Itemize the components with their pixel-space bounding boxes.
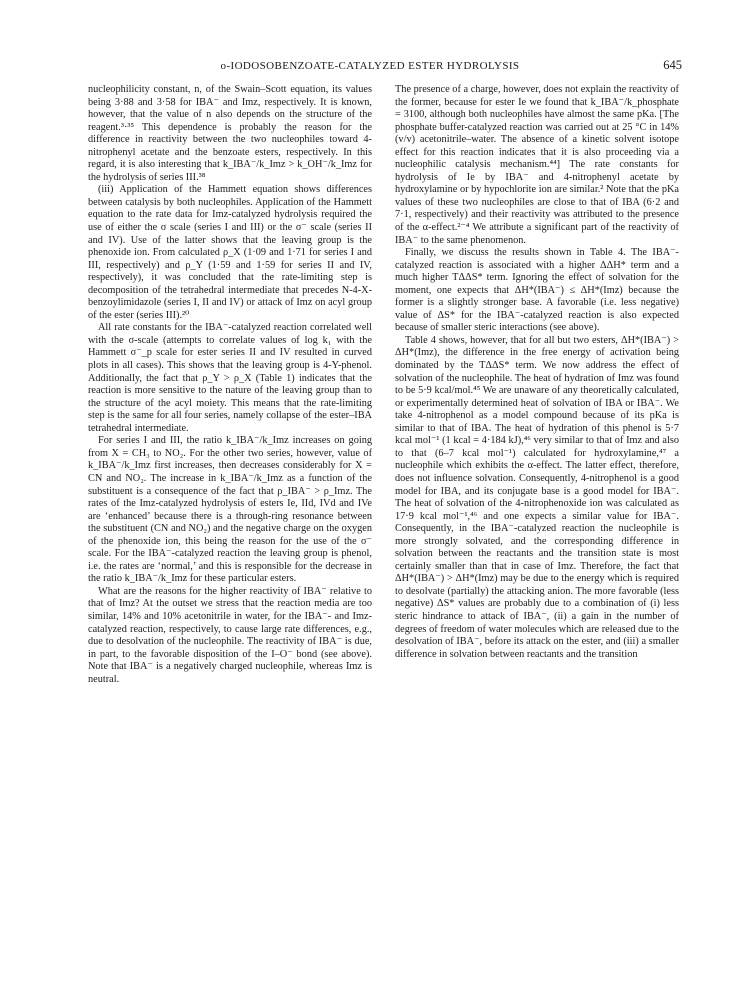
running-title: o-IODOSOBENZOATE-CATALYZED ESTER HYDROLYSIS (220, 60, 520, 72)
paragraph: Finally, we discuss the results shown in Table 4. The IBA⁻-catalyzed reaction is associated with a higher ΔΔH* term and a much higher TΔΔS* term. Ignoring the effect of solvation for the moment, one expects that ΔH*(IBA⁻) ≤ ΔH*(Imz) because the former is a slightly stronger base. A favorable (i.e. less negative) value of ΔS* for the IBA⁻-catalyzed reaction is also expected because of smaller steric interactions (see above). (395, 247, 679, 334)
paragraph: What are the reasons for the higher reactivity of IBA⁻ relative to that of Imz? At the outset we stress that the reaction media are too similar, 14% and 10% acetonitrile in water, for the IBA⁻- and Imz-catalyzed reaction, respectively, to cause large rate differences, e.g., due to desolvation of the nucleophile. The reactivity of IBA⁻ is due, in part, to the favorable disposition of the I–O⁻ bond (see above). Note that IBA⁻ is a negatively charged nucleophile, whereas Imz is neutral. (88, 585, 372, 685)
paragraph: All rate constants for the IBA⁻-catalyzed reaction correlated well with the σ-scale (attempts to correlate values of log k₁ with the Hammett σ⁻_p scale for ester series II and IV resulted in curved plots in all cases). This shows that the leaving group is 4-Y-phenol. Additionally, the fact that ρ_Y > ρ_X (Table 1) indicates that the reaction is more sensitive to the nature of the leaving group than to the structure of the acyl moiety. This means that the rate-limiting step is the same for all four series, namely collapse of the ester–IBA tetrahedral intermediate. (88, 322, 372, 434)
paragraph: For series I and III, the ratio k_IBA⁻/k_Imz increases on going from X = CH₃ to NO₂. For the other two series, however, value of k_IBA⁻/k_Imz first increases, then decreases considerably for X = CN and NO₂. The increase in k_IBA⁻/k_Imz as a function of the substituent is a consequence of the fact that ρ_IBA⁻ > ρ_Imz. The rates of the Imz-catalyzed hydrolysis of esters Ie, IId, IVd and IVe are ‘enhanced’ because there is a through-ring resonance between the substituent (CN and NO₂) and the negative charge on the oxygen of the phenoxide ion, this being the reason for the use of the σ⁻ scale. For the IBA⁻-catalyzed reaction the leaving group is phenol, i.e. the rates are ‘normal,’ and this is responsible for the decrease in the ratio k_IBA⁻/k_Imz for these particular esters. (88, 435, 372, 585)
paragraph: The presence of a charge, however, does not explain the reactivity of the former, because for ester Ie we found that k_IBA⁻/k_phosphate = 3100, although both nucleophiles have almost the same pKa. [The phosphate buffer-catalyzed reaction was carried out at 25 °C in 14% (v/v) acetonitrile–water. The absence of a kinetic solvent isotope effect for this reaction indicates that it is also proceeding via a nucleophilic catalysis mechanism.⁴⁴] The rate constants for hydrolysis of Ie by IBA⁻ and 4-nitrophenyl acetate by hydroxylamine or by hypochlorite ion are similar.² Note that the pKa values of these two nucleophiles are close to that of IBA (6·2 and 7·1, respectively) and their reactivity was attributed to the presence of the α-effect.²⁻⁴ We attribute a significant part of the reactivity of IBA⁻ to the same phenomenon. (395, 84, 679, 246)
right-column (395, 84, 679, 661)
page-number: 645 (663, 58, 682, 72)
paragraph: Table 4 shows, however, that for all but two esters, ΔH*(IBA⁻) > ΔH*(Imz), the difference in the free energy of activation being dominated by the TΔΔS* term. We now address the effect of solvation of the nucleophile. The heat of hydration of Imz was found to be 5·9 kcal/mol.⁴⁵ We are unaware of any theoretically calculated, or experimentally determined heat of solvation of IBA or IBA⁻. We take 4-nitrophenol as a model compound because of its pKa is similar to that of IBA. The heat of hydration of this phenol is 5·7 kcal mol⁻¹ (1 kcal = 4·184 kJ),⁴⁶ very similar to that of Imz and also to that (6–7 kcal mol⁻¹) calculated for hydroxylamine,⁴⁷ a nucleophile which exhibits the α-effect. The latter effect, therefore, does not influence solvation. Consequently, 4-nitrophenol is a good model for IBA, and its conjugate base is a good model for IBA⁻. The heat of solvation of the 4-nitrophenoxide ion was calculated as 17·9 kcal mol⁻¹,⁴⁶ and one expects a similar value for IBA⁻. Consequently, in the IBA⁻-catalyzed reaction the nucleophile is more strongly solvated, and the corresponding difference in solvation between the reactants and the transition state is most certainly smaller than that in case of Imz. Therefore, the fact that ΔH*(IBA⁻) > ΔH*(Imz) may be due to the energy which is required to desolvate (partially) the attacking anion. The more favorable (less negative) ΔS* values are probably due to a combination of (i) less steric hindrance to attack of IBA⁻, (ii) a gain in the number of degrees of freedom of water molecules which are released due to the desolvation of IBA⁻, before its attack on the ester, and (iii) a smaller difference in solvation between reactants and the transition (395, 334, 679, 660)
paragraph: (iii) Application of the Hammett equation shows differences between catalysis by both nucleophiles. Application of the Hammett equation to the rate data for Imz-catalyzed hydrolysis required the use of either the σ scale (series I and III) or the σ⁻ scale (series II and IV). Use of the latter shows that the leaving group is the phenoxide ion. From calculated ρ_X (1·09 and 1·71 for series I and III, respectively) and ρ_Y (1·59 and 1·59 for series II and IV, respectively), it was concluded that the rate-limiting step is decomposition of the tetrahedral intermediate that precedes N-4-X-benzoylimidazole (series I, II and IV) or attack of Imz on acyl group of the ester (series III).²⁰ (88, 184, 372, 321)
left-column (88, 84, 372, 686)
paragraph: nucleophilicity constant, n, of the Swain–Scott equation, its values being 3·88 and 3·58 for IBA⁻ and Imz, respectively. It is known, however, that the value of n also depends on the structure of the reagent.³·³⁵ This dependence is probably the reason for the difference in reactivity between the two nucleophiles toward 4-nitrophenyl acetate and the benzoate esters, respectively. In this regard, it is also interesting that k_IBA⁻/k_Imz > k_OH⁻/k_Imz for the hydrolysis of series III.³⁸ (88, 84, 372, 183)
